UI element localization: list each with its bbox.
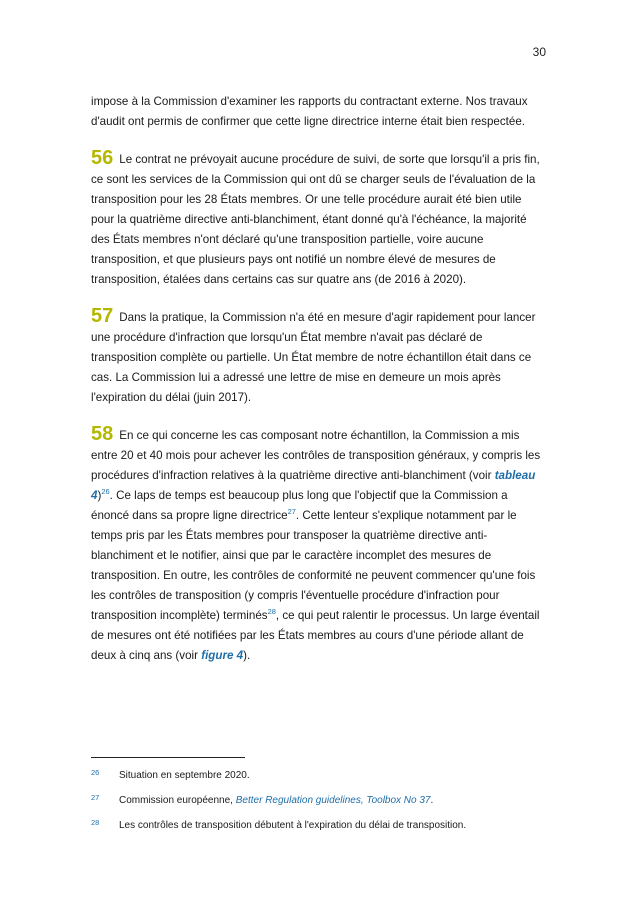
paragraph-text: Le contrat ne prévoyait aucune procédure de suivi, de sorte que lorsqu'il a pris fin, ce sont les services de la Commission qui ont dû se charger seuls de l'évaluation de la transposition pour les 28 États membres. Or une telle procédure aurait été bien utile pour la quatrième directive anti-blanchiment, étant donné qu'à l'échéance, la majorité des États membres n'ont déclaré qu'une transposition partielle, voire aucune transposition, et que plusieurs pays ont notifié un nombre élevé de mesures de transposition, étalées dans certains cas sur quatre ans (de 2016 à 2020). (91, 153, 540, 286)
paragraph-text: . Ce laps de temps est beaucoup plus long que l'objectif que la Commission a énoncé dans sa propre ligne directrice (91, 489, 508, 522)
intro-line-1: impose à la Commission d'examiner les rapports du contractant externe. Nos travaux (91, 95, 528, 108)
footnote-separator (91, 757, 245, 758)
document-body (91, 92, 547, 666)
footnote-26 (91, 770, 547, 795)
paragraph-58 (91, 424, 547, 666)
footnotes (91, 770, 547, 845)
table-4-link[interactable]: tableau 4 (91, 469, 536, 502)
paragraph-text: En ce qui concerne les cas composant notre échantillon, la Commission a mis entre 20 et 40 mois pour achever les contrôles de transposition généraux, y compris les procédures d'infraction relatives à la quatrième directive anti-blanchiment (voir (91, 429, 541, 482)
paragraph-57 (91, 306, 547, 408)
paragraph-number: 56 (91, 147, 114, 169)
paragraph-number: 57 (91, 305, 114, 327)
paragraph-text: . Cette lenteur s'explique notamment par le temps pris par les États membres pour transposer la quatrième directive anti-blanchiment et le notifier, ainsi que par le caractère incomplet des mesures de transposition. En outre, les contrôles de conformité ne peuvent commencer qu'une fois les contrôles de transposition (y compris l'éventuelle procédure d'infraction pour transposition incomplète) terminés (91, 509, 536, 622)
footnote-ref-27[interactable]: 27 (287, 507, 296, 517)
intro-paragraph (91, 92, 547, 132)
footnote-number: 27 (91, 793, 100, 802)
paragraph-text: , ce qui peut ralentir le processus. Un large éventail de mesures ont été notifiées par les États membres au cours d'une période allant de deux à cinq ans (voir (91, 609, 540, 662)
footnote-ref-26[interactable]: 26 (101, 487, 110, 497)
footnote-number: 26 (91, 768, 100, 777)
paragraph-text: Dans la pratique, la Commission n'a été en mesure d'agir rapidement pour lancer une procédure d'infraction que lorsqu'un État membre n'avait pas déclaré de transposition complète ou partielle. Un État membre de notre échantillon était dans ce cas. La Commission lui a adressé une lettre de mise en demeure un mois après l'expiration du délai (juin 2017). (91, 311, 536, 404)
intro-line-2: d'audit ont permis de confirmer que cette ligne directrice interne était bien respectée. (91, 115, 525, 128)
paragraph-56 (91, 148, 547, 290)
footnote-number: 28 (91, 818, 100, 827)
footnote-text: Situation en septembre 2020. (119, 770, 250, 781)
paragraph-text: ). (243, 649, 251, 662)
footnote-ref-28[interactable]: 28 (267, 607, 276, 617)
paragraph-number: 58 (91, 423, 114, 445)
footnote-28 (91, 820, 547, 845)
figure-4-link[interactable]: figure 4 (201, 649, 244, 662)
better-regulation-link[interactable]: Better Regulation guidelines, Toolbox No 37 (235, 795, 431, 806)
footnote-text: . (430, 795, 434, 806)
page-number: 30 (532, 45, 546, 59)
footnote-text: Commission européenne, (119, 795, 236, 806)
footnote-27 (91, 795, 547, 820)
paragraph-text: ) (97, 489, 102, 502)
footnote-text: Les contrôles de transposition débutent à l'expiration du délai de transposition. (119, 820, 467, 831)
